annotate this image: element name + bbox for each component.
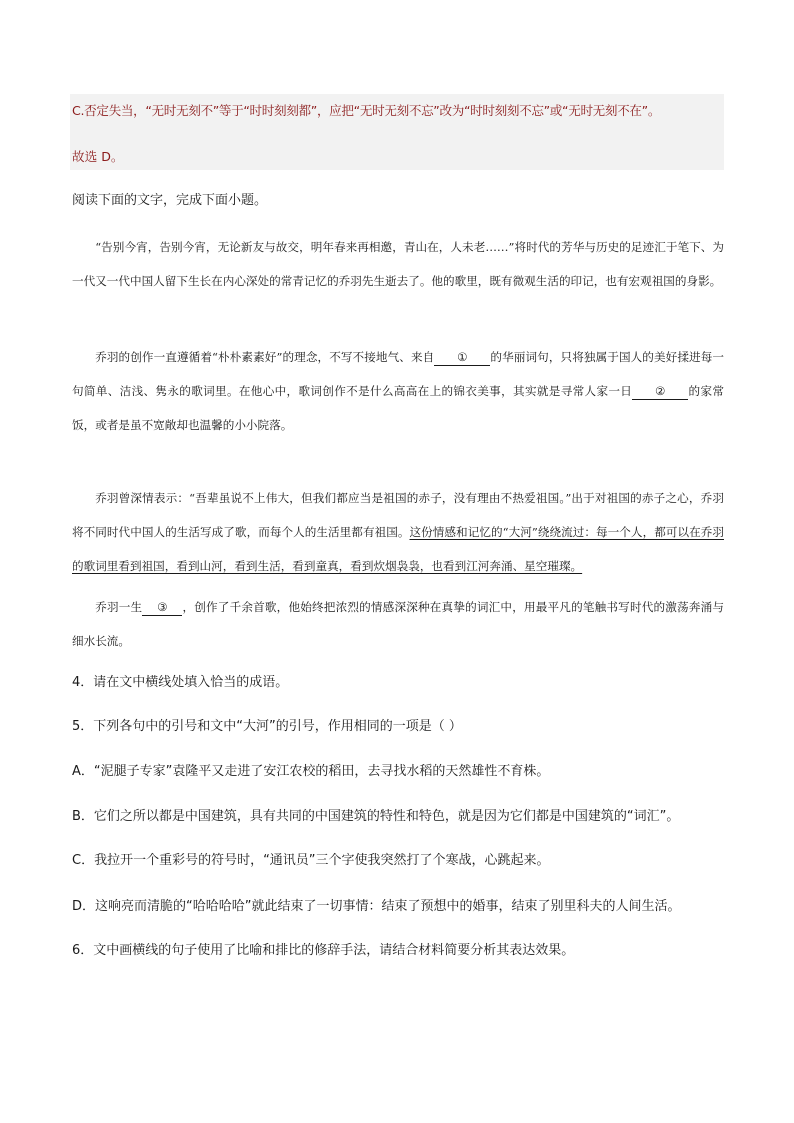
passage-text: 的家常饭，或者是虽不宽敞却也温馨的小小院落。 [72, 384, 724, 432]
option-c: C．我拉开一个重彩号的符号时，“通讯员”三个字使我突然打了个寒战，心跳起来。 [72, 853, 550, 868]
passage-text: 乔羽的创作一直遵循着“朴朴素素好”的理念，不写不接地气、来自 [95, 350, 435, 364]
passage-text: ，创作了千余首歌，他始终把浓烈的情感深深种在真挚的词汇中，用最平凡的笔触书写时代的激荡奔涌与细水长流。 [72, 600, 724, 648]
passage-paragraph-2 [72, 340, 724, 442]
question-4: 4．请在文中横线处填入恰当的成语。 [72, 675, 289, 690]
answer-conclusion-line: 故选 D。 [72, 149, 124, 164]
answer-explanation-line: C.否定失当，“无时无刻不”等于“时时刻刻都”，应把“无时无刻不忘”改为“时时刻刻不忘”或“无时无刻不在”。 [72, 103, 661, 118]
passage-text: 的华丽词句，只将独属于国人的美好揉进每一句简单、洁浅、隽永的歌词里。在他心中，歌词创作不是什么高高在上的锦衣美事，其实就是寻常人家一日 [72, 350, 724, 398]
question-5: 5．下列各句中的引号和文中“大河”的引号，作用相同的一项是（ ） [72, 719, 462, 734]
reading-instruction: 阅读下面的文字，完成下面小题。 [72, 193, 268, 208]
fill-blank-3: ③ [142, 599, 182, 616]
option-b: B．它们之所以都是中国建筑，具有共同的中国建筑的特性和特色，就是因为它们都是中国建筑的“词汇”。 [72, 809, 680, 824]
passage-paragraph-4 [72, 590, 724, 658]
option-d: D．这响亮而清脆的“哈哈哈哈”就此结束了一切事情：结束了预想中的婚事，结束了别里科夫的人间生活。 [72, 899, 681, 914]
passage-paragraph-1 [72, 230, 724, 298]
question-6: 6．文中画横线的句子使用了比喻和排比的修辞手法，请结合材料简要分析其表达效果。 [72, 943, 575, 958]
passage-text: 乔羽曾深情表示：“吾辈虽说不上伟大，但我们都应当是祖国的赤子，没有理由不热爱祖国。”出于对祖国的赤子之心，乔羽将不同时代中国人的生活写成了歌，而每个人的生活里都有祖国。 [72, 491, 724, 539]
passage-text: “告别今宵，告别今宵，无论新友与故交，明年春来再相邀，青山在，人未老……”将时代的芳华与历史的足迹汇于笔下、为一代又一代中国人留下生长在内心深处的常青记忆的乔羽先生逝去了。他的歌里，既有微观生活的印记，也有宏观祖国的身影。 [72, 240, 724, 288]
fill-blank-2: ② [632, 383, 688, 400]
passage-paragraph-3 [72, 481, 724, 583]
passage-text: 乔羽一生 [95, 600, 143, 614]
fill-blank-1: ① [434, 349, 490, 366]
option-a: A．“泥腿子专家”袁隆平又走进了安江农校的稻田，去寻找水稻的天然雄性不育株。 [72, 764, 550, 779]
underlined-sentence: 这份情感和记忆的“大河”绕绕流过：每一个人，都可以在乔羽的歌词里看到祖国，看到山河，看到生活，看到童真，看到炊烟袅袅，也看到江河奔涌、星空璀璨。 [72, 525, 724, 573]
